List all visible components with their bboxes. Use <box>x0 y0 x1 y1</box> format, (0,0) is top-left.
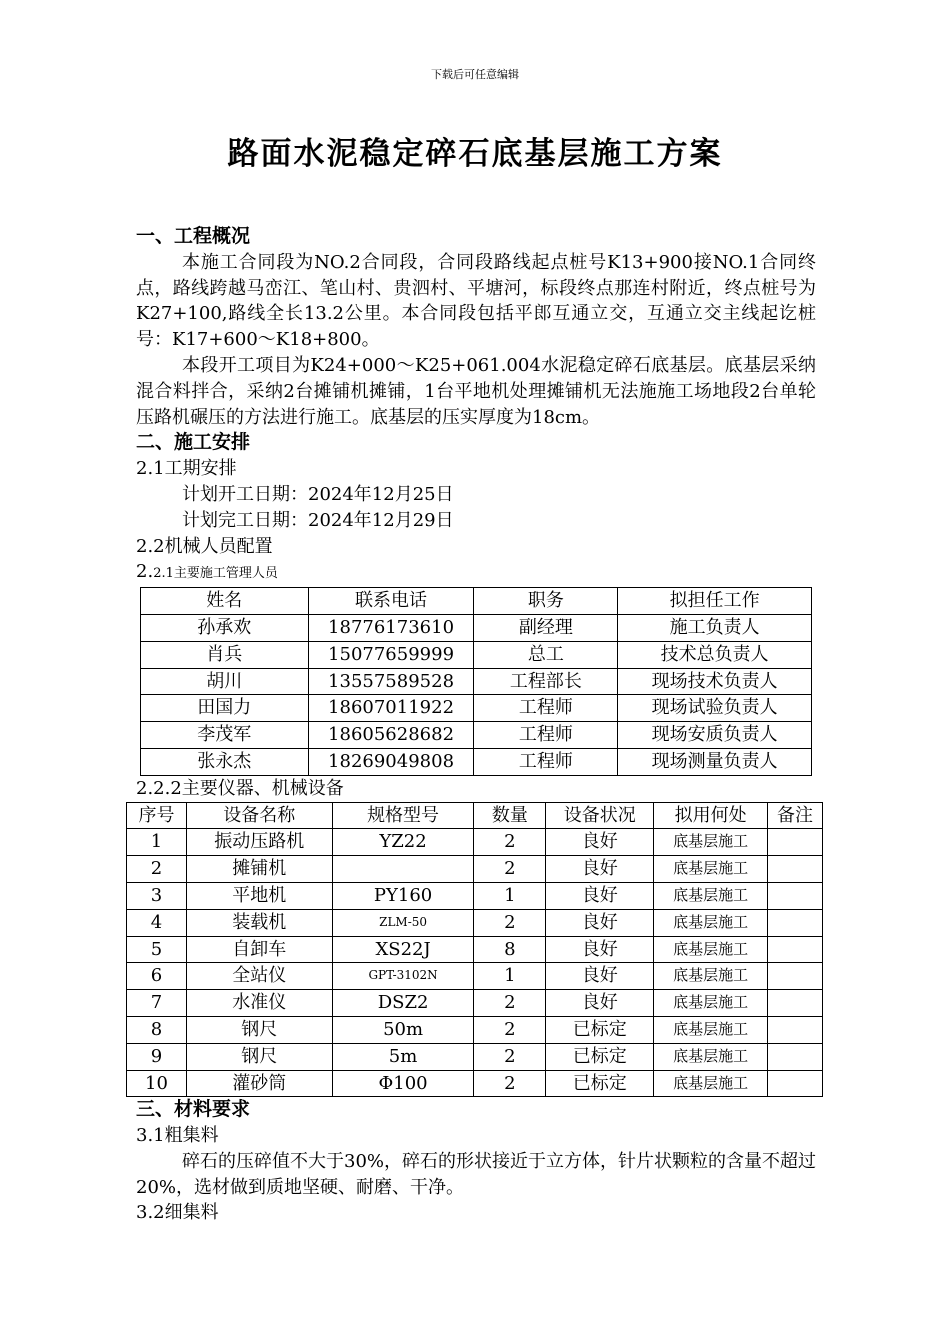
subsection-2-2-1-label: 2.1主要施工管理人员 <box>153 566 278 582</box>
table-row <box>141 668 812 695</box>
cell-equipment-name: 摊铺机 <box>186 856 332 883</box>
subsection-3-2: 3.2细集料 <box>136 1202 219 1224</box>
cell-remark <box>768 963 823 990</box>
table-row <box>127 1070 823 1097</box>
cell-position: 工程师 <box>474 722 618 749</box>
cell-location: 底基层施工 <box>654 909 768 936</box>
cell-condition: 已标定 <box>546 1016 654 1043</box>
cell-model: GPT-3102N <box>332 963 474 990</box>
cell-role: 现场安质负责人 <box>618 722 812 749</box>
cell-no: 5 <box>127 936 187 963</box>
cell-no: 3 <box>127 882 187 909</box>
cell-location: 底基层施工 <box>654 936 768 963</box>
cell-no: 4 <box>127 909 187 936</box>
cell-equipment-name: 平地机 <box>186 882 332 909</box>
cell-phone: 18269049808 <box>308 748 474 775</box>
planned-start-date: 计划开工日期：2024年12月25日 <box>182 483 454 505</box>
table-row <box>127 1043 823 1070</box>
cell-model: DSZ2 <box>332 990 474 1017</box>
cell-no: 2 <box>127 856 187 883</box>
table-row <box>127 936 823 963</box>
table-row <box>127 829 823 856</box>
cell-quantity: 2 <box>474 990 546 1017</box>
cell-name: 孙承欢 <box>141 614 309 641</box>
cell-quantity: 2 <box>474 856 546 883</box>
staff-table <box>140 587 812 776</box>
table-row <box>127 990 823 1017</box>
cell-remark <box>768 909 823 936</box>
header-model: 规格型号 <box>332 802 474 829</box>
cell-model: Φ100 <box>332 1070 474 1097</box>
cell-quantity: 8 <box>474 936 546 963</box>
cell-condition: 良好 <box>546 990 654 1017</box>
document-title: 路面水泥稳定碎石底基层施工方案 <box>227 136 723 172</box>
cell-model: 5m <box>332 1043 474 1070</box>
table-row <box>141 641 812 668</box>
table-row <box>127 882 823 909</box>
cell-quantity: 2 <box>474 1070 546 1097</box>
cell-equipment-name: 钢尺 <box>186 1043 332 1070</box>
cell-model: XS22J <box>332 936 474 963</box>
cell-name: 肖兵 <box>141 641 309 668</box>
subsection-3-1: 3.1粗集料 <box>136 1125 219 1147</box>
table-row <box>127 856 823 883</box>
cell-quantity: 2 <box>474 1016 546 1043</box>
cell-position: 工程师 <box>474 748 618 775</box>
cell-equipment-name: 全站仪 <box>186 963 332 990</box>
header-remark: 备注 <box>768 802 823 829</box>
header-location: 拟用何处 <box>654 802 768 829</box>
cell-remark <box>768 1016 823 1043</box>
cell-no: 9 <box>127 1043 187 1070</box>
cell-location: 底基层施工 <box>654 1016 768 1043</box>
cell-remark <box>768 1043 823 1070</box>
cell-phone: 18607011922 <box>308 695 474 722</box>
cell-location: 底基层施工 <box>654 990 768 1017</box>
table-row <box>127 1016 823 1043</box>
cell-quantity: 1 <box>474 882 546 909</box>
header-condition: 设备状况 <box>546 802 654 829</box>
cell-model: YZ22 <box>332 829 474 856</box>
header-name: 姓名 <box>141 588 309 615</box>
table-row <box>141 722 812 749</box>
header-note: 下载后可任意编辑 <box>431 68 519 81</box>
cell-location: 底基层施工 <box>654 829 768 856</box>
cell-model <box>332 856 474 883</box>
section-1-paragraph-1: 本施工合同段为NO.2合同段，合同段路线起点桩号K13+900接NO.1合同终点，路线跨越马峦江、笔山村、贵泗村、平塘河，标段终点那连村附近，终点桩号为K27+100,路线全长13.2公里。本合同段包括平郎互通立交，互通立交主线起讫桩号：K17+600～K18+800。 <box>136 251 816 351</box>
cell-role: 技术总负责人 <box>618 641 812 668</box>
cell-model: ZLM-50 <box>332 909 474 936</box>
cell-equipment-name: 振动压路机 <box>186 829 332 856</box>
cell-role: 现场技术负责人 <box>618 668 812 695</box>
cell-role: 施工负责人 <box>618 614 812 641</box>
cell-equipment-name: 灌砂筒 <box>186 1070 332 1097</box>
section-3-paragraph-1: 碎石的压碎值不大于30%，碎石的形状接近于立方体，针片状颗粒的含量不超过20%，选材做到质地坚硬、耐磨、干净。 <box>136 1150 817 1198</box>
section-1-paragraph-2: 本段开工项目为K24+000～K25+061.004水泥稳定碎石底基层。底基层采纳混合料拌合，采纳2台摊铺机摊铺，1台平地机处理摊铺机无法施施工场地段2台单轮压路机碾压的方法进行施工。底基层的压实厚度为18cm。 <box>136 354 816 428</box>
cell-role: 现场测量负责人 <box>618 748 812 775</box>
cell-no: 1 <box>127 829 187 856</box>
cell-condition: 良好 <box>546 882 654 909</box>
table-row <box>127 909 823 936</box>
cell-condition: 良好 <box>546 856 654 883</box>
cell-remark <box>768 856 823 883</box>
cell-condition: 良好 <box>546 829 654 856</box>
subsection-2-2-1 <box>136 559 816 587</box>
cell-condition: 良好 <box>546 963 654 990</box>
cell-remark <box>768 936 823 963</box>
header-role: 拟担任工作 <box>618 588 812 615</box>
cell-role: 现场试验负责人 <box>618 695 812 722</box>
cell-condition: 良好 <box>546 936 654 963</box>
table-row <box>141 695 812 722</box>
cell-name: 张永杰 <box>141 748 309 775</box>
cell-quantity: 2 <box>474 829 546 856</box>
cell-phone: 13557589528 <box>308 668 474 695</box>
cell-model: 50m <box>332 1016 474 1043</box>
cell-condition: 已标定 <box>546 1043 654 1070</box>
cell-no: 7 <box>127 990 187 1017</box>
header-quantity: 数量 <box>474 802 546 829</box>
cell-position: 副经理 <box>474 614 618 641</box>
cell-condition: 已标定 <box>546 1070 654 1097</box>
cell-equipment-name: 水准仪 <box>186 990 332 1017</box>
cell-quantity: 1 <box>474 963 546 990</box>
table-row <box>141 614 812 641</box>
cell-phone: 18605628682 <box>308 722 474 749</box>
subsection-2-1: 2.1工期安排 <box>136 458 237 480</box>
cell-position: 总工 <box>474 641 618 668</box>
cell-no: 6 <box>127 963 187 990</box>
header-phone: 联系电话 <box>308 588 474 615</box>
planned-end-date: 计划完工日期：2024年12月29日 <box>182 509 454 531</box>
subsection-2-2-1-prefix: 2. <box>136 561 154 583</box>
cell-condition: 良好 <box>546 909 654 936</box>
cell-name: 李茂军 <box>141 722 309 749</box>
equipment-table <box>126 802 823 1098</box>
cell-no: 8 <box>127 1016 187 1043</box>
cell-location: 底基层施工 <box>654 856 768 883</box>
cell-name: 胡川 <box>141 668 309 695</box>
cell-name: 田国力 <box>141 695 309 722</box>
section-3-heading: 三、材料要求 <box>136 1098 251 1121</box>
document-body <box>136 224 816 1226</box>
cell-position: 工程部长 <box>474 668 618 695</box>
section-2-heading: 二、施工安排 <box>136 431 251 454</box>
cell-equipment-name: 钢尺 <box>186 1016 332 1043</box>
cell-remark <box>768 1070 823 1097</box>
cell-equipment-name: 自卸车 <box>186 936 332 963</box>
cell-equipment-name: 装载机 <box>186 909 332 936</box>
subsection-2-2-2: 2.2.2主要仪器、机械设备 <box>136 777 344 799</box>
cell-remark <box>768 829 823 856</box>
cell-position: 工程师 <box>474 695 618 722</box>
cell-remark <box>768 990 823 1017</box>
cell-no: 10 <box>127 1070 187 1097</box>
header-no: 序号 <box>127 802 187 829</box>
cell-phone: 15077659999 <box>308 641 474 668</box>
header-equipment-name: 设备名称 <box>186 802 332 829</box>
cell-location: 底基层施工 <box>654 963 768 990</box>
subsection-2-2: 2.2机械人员配置 <box>136 535 273 557</box>
table-row <box>141 748 812 775</box>
cell-quantity: 2 <box>474 1043 546 1070</box>
cell-quantity: 2 <box>474 909 546 936</box>
cell-phone: 18776173610 <box>308 614 474 641</box>
cell-location: 底基层施工 <box>654 1070 768 1097</box>
cell-location: 底基层施工 <box>654 1043 768 1070</box>
table-row <box>127 963 823 990</box>
section-1-heading: 一、工程概况 <box>136 225 251 247</box>
cell-location: 底基层施工 <box>654 882 768 909</box>
header-position: 职务 <box>474 588 618 615</box>
cell-remark <box>768 882 823 909</box>
cell-model: PY160 <box>332 882 474 909</box>
